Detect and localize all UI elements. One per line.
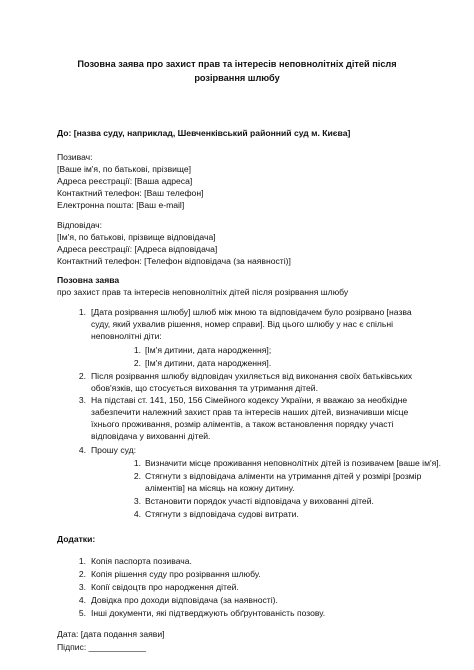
defendant-address: Адреса реєстрації: [Адреса відповідача]: [57, 244, 218, 254]
attachment-3: [78, 581, 421, 593]
claim-item-text: забезпечити належний захист прав та інтересів наших дітей, визначивши місце: [91, 407, 409, 417]
claim-heading: Позовна заява: [57, 275, 120, 285]
claim-item-text: їхнього проживання, розмір аліментів, а також встановлення порядку участі: [91, 419, 394, 429]
claim-item-2: [78, 370, 431, 394]
request-text: Визначити місце проживання неповнолітніх дітей із позивачем [ваше ім'я].: [145, 458, 442, 468]
attachment-number: 2.: [78, 569, 86, 579]
attachment-5: [78, 607, 421, 619]
attachment-number: 4.: [78, 595, 86, 605]
claim-item-text: [Дата розірвання шлюбу] шлюб між мною та відповідачем було розірвано [назва: [91, 307, 412, 317]
claim-item-number: 3.: [78, 395, 86, 405]
claim-item-text: суду, який ухвалив рішення, номер справи]. Від цього шлюбу у нас є спільні: [91, 319, 394, 329]
request-number: 4.: [133, 509, 141, 519]
attachment-1: [78, 555, 421, 567]
request-text: аліментів] на місяць на кожну дитину.: [145, 483, 295, 493]
document-title: [55, 58, 419, 85]
attachment-text: Копія паспорта позивача.: [91, 556, 192, 566]
defendant-heading: Відповідач:: [57, 220, 103, 230]
attachment-number: 3.: [78, 582, 86, 592]
child-1: [133, 344, 425, 356]
request-number: 2.: [133, 471, 141, 481]
attachment-4: [78, 594, 421, 606]
request-2: [133, 470, 435, 494]
claim-item-text: Прошу суд:: [91, 445, 137, 455]
claim-header: [57, 274, 417, 298]
claim-subtitle: про захист прав та інтересів неповнолітніх дітей після розірвання шлюбу: [57, 287, 349, 297]
attachment-number: 5.: [78, 608, 86, 618]
child-text: [Ім'я дитини, дата народження];: [145, 345, 272, 355]
defendant-phone: Контактний телефон: [Телефон відповідача (за наявності)]: [57, 256, 291, 266]
defendant-name: [Ім'я, по батькові, прізвище відповідача]: [57, 232, 216, 242]
request-text: Встановити порядок участі відповідача у вихованні дітей.: [145, 496, 374, 506]
attachment-2: [78, 568, 421, 580]
request-number: 1.: [133, 458, 141, 468]
date-line: Дата: [дата подання заяви]: [57, 629, 165, 639]
title-line-2: розірвання шлюбу: [194, 72, 280, 83]
plaintiff-address: Адреса реєстрації: [Ваша адреса]: [57, 176, 193, 186]
attachment-text: Інші документи, які підтверджують обґрунтованість позову.: [91, 608, 326, 618]
claim-item-text: обов'язків, що стосується виховання та утримання дітей.: [91, 383, 318, 393]
child-number: 2.: [133, 358, 141, 368]
defendant-section: [57, 219, 417, 267]
attachment-text: Копії свідоцтв про народження дітей.: [91, 582, 239, 592]
request-3: [133, 495, 435, 507]
attachment-number: 1.: [78, 556, 86, 566]
claim-item-text: відповідача у вихованні дітей.: [91, 431, 211, 441]
request-text: Стягнути з відповідача аліменти на утримання дітей у розмірі [розмір: [145, 471, 422, 481]
claim-item-text: неповнолітні діти:: [91, 331, 162, 341]
claim-item-4: [78, 444, 431, 456]
attachment-text: Копія рішення суду про розірвання шлюбу.: [91, 569, 261, 579]
request-text: Стягнути з відповідача судові витрати.: [145, 509, 299, 519]
request-4: [133, 508, 435, 520]
request-1: [133, 457, 442, 469]
plaintiff-email: Електронна пошта: [Ваш e-mail]: [57, 200, 185, 210]
attachments-heading: Додатки:: [57, 534, 96, 544]
plaintiff-heading: Позивач:: [57, 152, 93, 162]
claim-item-1: [78, 306, 431, 342]
claim-item-3: [78, 394, 431, 442]
title-line-1: Позовна заява про захист прав та інтересів неповнолітніх дітей після: [77, 59, 397, 69]
attachment-text: Довідка про доходи відповідача (за наявності).: [91, 595, 278, 605]
claim-item-number: 1.: [78, 307, 86, 317]
request-number: 3.: [133, 496, 141, 506]
child-2: [133, 357, 425, 369]
claim-item-number: 4.: [78, 445, 86, 455]
child-number: 1.: [133, 345, 141, 355]
signature-line: Підпис: ____________: [57, 642, 146, 652]
claim-item-text: На підставі ст. 141, 150, 156 Сімейного кодексу України, я вважаю за необхідне: [91, 395, 408, 405]
plaintiff-name: [Ваше ім'я, по батькові, прізвище]: [57, 164, 192, 174]
claim-item-text: Після розірвання шлюбу відповідач ухиляється від виконання своїх батьківських: [91, 371, 413, 381]
plaintiff-phone: Контактний телефон: [Ваш телефон]: [57, 188, 204, 198]
claim-item-number: 2.: [78, 371, 86, 381]
child-text: [Ім'я дитини, дата народження].: [145, 358, 272, 368]
plaintiff-section: [57, 151, 417, 211]
court-address: До: [назва суду, наприклад, Шевченківський районний суд м. Києва]: [57, 128, 351, 138]
